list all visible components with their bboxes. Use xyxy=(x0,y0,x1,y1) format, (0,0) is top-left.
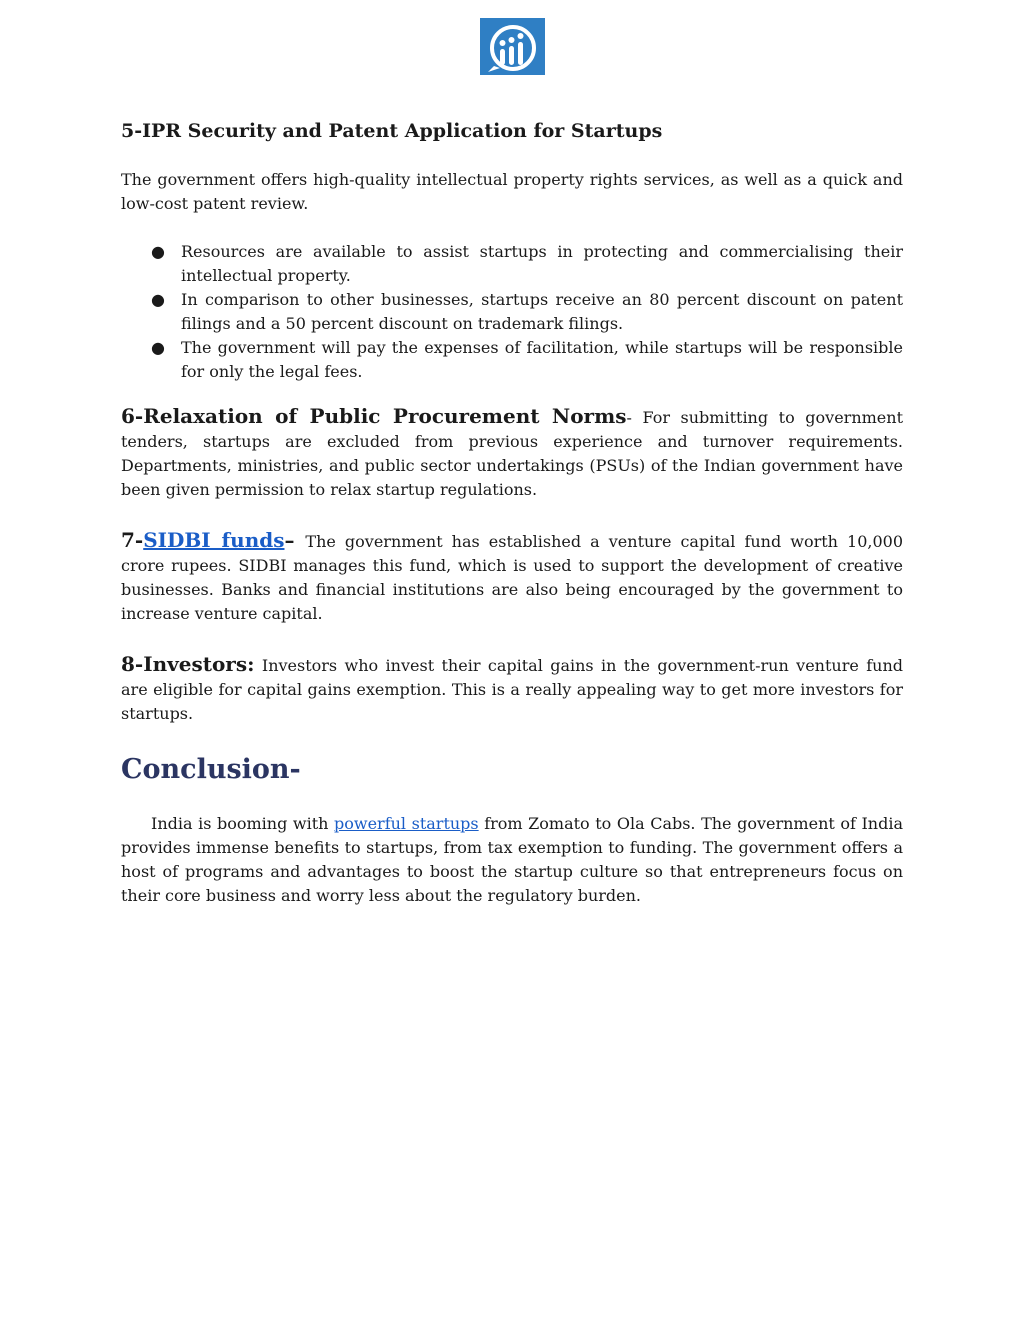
conclusion-heading: Conclusion- xyxy=(121,754,301,785)
section-5-intro: The government offers high-quality intellectual property rights services, as well as a quick and low-cost patent review. xyxy=(121,170,903,213)
section-7-text: The government has established a venture capital fund worth 10,000 crore rupees. SIDBI manages this fund, which is used to support the development of creative businesses. Banks and financial institutions are also being encouraged by the government to increase venture capital. xyxy=(121,532,904,623)
section-7 xyxy=(121,528,903,626)
bullet-item xyxy=(151,240,903,288)
conclusion-text-start: India is booming with xyxy=(151,814,335,833)
bullet-item xyxy=(151,288,903,336)
bullet-item xyxy=(151,336,903,384)
document-content xyxy=(121,116,903,908)
conclusion-body xyxy=(121,812,903,908)
section-6-text: For submitting to government tenders, startups are excluded from previous experience and turnover requirements. Departments, ministries, and public sector undertakings (PSUs) of the Indian government have been given permission to relax startup regulations. xyxy=(121,408,904,499)
section-8-text: Investors who invest their capital gains in the government-run venture fund are eligible for capital gains exemption. This is a really appealing way to get more investors for startups. xyxy=(121,656,903,723)
bullet-text: Resources are available to assist startups in protecting and commercialising their intellectual property. xyxy=(181,242,903,285)
section-7-separator: – xyxy=(284,528,306,552)
section-8 xyxy=(121,652,903,726)
section-8-heading: 8-Investors: xyxy=(121,652,255,676)
section-5-heading: 5-IPR Security and Patent Application for Startups xyxy=(121,120,663,142)
brand-logo xyxy=(480,18,545,75)
section-6-separator: - xyxy=(626,408,643,427)
conclusion-text-end: from Zomato to Ola Cabs. The government of India provides immense benefits to startups, from tax exemption to funding. The government offers a host of programs and advantages to boost the startup culture so that entrepreneurs focus on their core business and worry less about the regulatory burden. xyxy=(121,814,904,905)
bullet-icon: ● xyxy=(151,290,165,309)
bullet-icon: ● xyxy=(151,242,165,261)
bullet-text: In comparison to other businesses, startups receive an 80 percent discount on patent filings and a 50 percent discount on trademark filings. xyxy=(181,290,903,333)
section-6 xyxy=(121,404,903,502)
powerful-startups-link[interactable]: powerful startups xyxy=(334,814,479,833)
section-5-bullet-list xyxy=(121,240,903,384)
sidbi-funds-link[interactable]: SIDBI funds xyxy=(143,528,285,552)
section-6-heading: 6-Relaxation of Public Procurement Norms xyxy=(121,404,627,428)
brand-logo-icon xyxy=(480,18,545,75)
section-7-heading-prefix: 7- xyxy=(121,528,144,552)
bullet-text: The government will pay the expenses of facilitation, while startups will be responsible for only the legal fees. xyxy=(181,338,903,381)
bullet-icon: ● xyxy=(151,338,165,357)
